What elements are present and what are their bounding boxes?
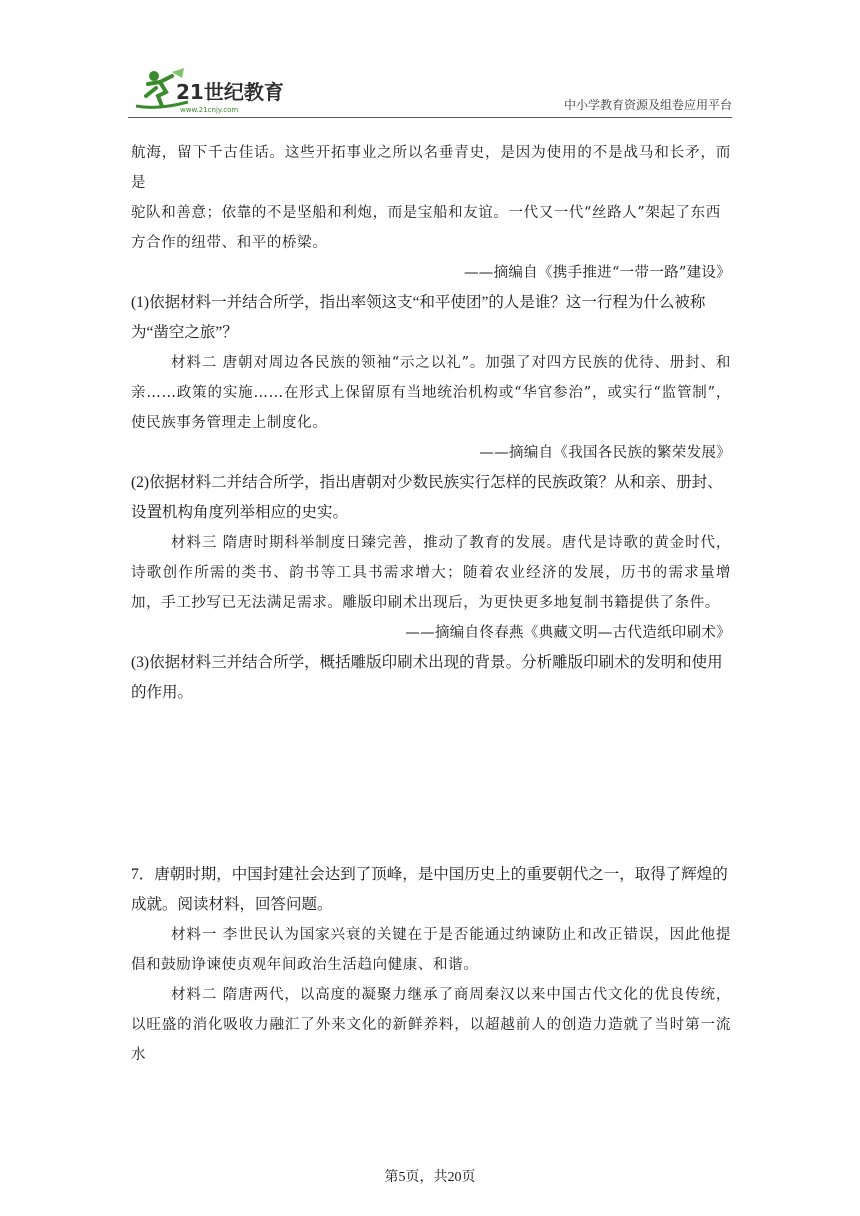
material-1-line-3: 方合作的纽带、和平的桥梁。 [131,235,328,251]
material-1-line-1: 航海，留下千古佳话。这些开拓事业之所以名垂青史，是因为使用的不是战马和长矛，而是 [131,145,731,191]
material-3: 材料三 隋唐时期科举制度日臻完善，推动了教育的发展。唐代是诗歌的黄金时代，诗歌创作所需的类书、韵书等工具书需求增大；随着农业经济的发展，历书的需求量增加，手工抄写已无法满足需求。雕版印刷术出现后，为更快更多地复制书籍提供了条件。 [131,535,731,611]
svg-text:21世纪教育: 21世纪教育 [176,80,284,104]
question-7: 7．唐朝时期，中国封建社会达到了顶峰，是中国历史上的重要朝代之一，取得了辉煌的成就。阅读材料，回答问题。 [131,866,728,913]
source-citation-3: ——摘编自佟春燕《典藏文明—古代造纸印刷术》 [405,625,731,641]
q7-material-2: 材料二 隋唐两代，以高度的凝聚力继承了商周秦汉以来中国古代文化的优良传统，以旺盛的消化吸收力融汇了外来文化的新鲜养料，以超越前人的创造力造就了当时第一流水 [131,987,731,1063]
q7-material-1: 材料一 李世民认为国家兴衰的关键在于是否能通过纳谏防止和改正错误，因此他提倡和鼓励诤谏使贞观年间政治生活趋向健康、和谐。 [131,927,731,973]
logo-21cnjy [128,66,298,118]
question-3: (3)依据材料三并结合所学，概括雕版印刷术出现的背景。分析雕版印刷术的发明和使用的作用。 [131,654,723,701]
material-1-line-2: 驼队和善意；依靠的不是坚船和利炮，而是宝船和友谊。一代又一代“丝路人”架起了东西 [131,205,721,221]
page-header [128,66,732,118]
answer-space [131,708,731,860]
header-divider [128,117,732,118]
platform-title: 中小学教育资源及组卷应用平台 [563,98,732,112]
material-2: 材料二 唐朝对周边各民族的领袖“示之以礼”。加强了对四方民族的优待、册封、和亲……政策的实施……在形式上保留原有当地统治机构或“华官参治”，或实行“监管制”，使民族事务管理走上制度化。 [131,355,731,431]
svg-text:www.21cnjy.com: www.21cnjy.com [180,106,239,114]
question-2: (2)依据材料二并结合所学，指出唐朝对少数民族实行怎样的民族政策？从和亲、册封、设置机构角度列举相应的史实。 [131,474,723,521]
source-citation-2: ——摘编自《我国各民族的繁荣发展》 [479,445,731,461]
source-citation-1: ——摘编自《携手推进“一带一路”建设》 [463,265,731,281]
document-body [131,138,731,1070]
question-1: (1)依据材料一并结合所学，指出率领这支“和平使团”的人是谁？这一行程为什么被称为“凿空之旅”？ [131,294,706,341]
page-number: 第5页，共20页 [384,1170,476,1185]
